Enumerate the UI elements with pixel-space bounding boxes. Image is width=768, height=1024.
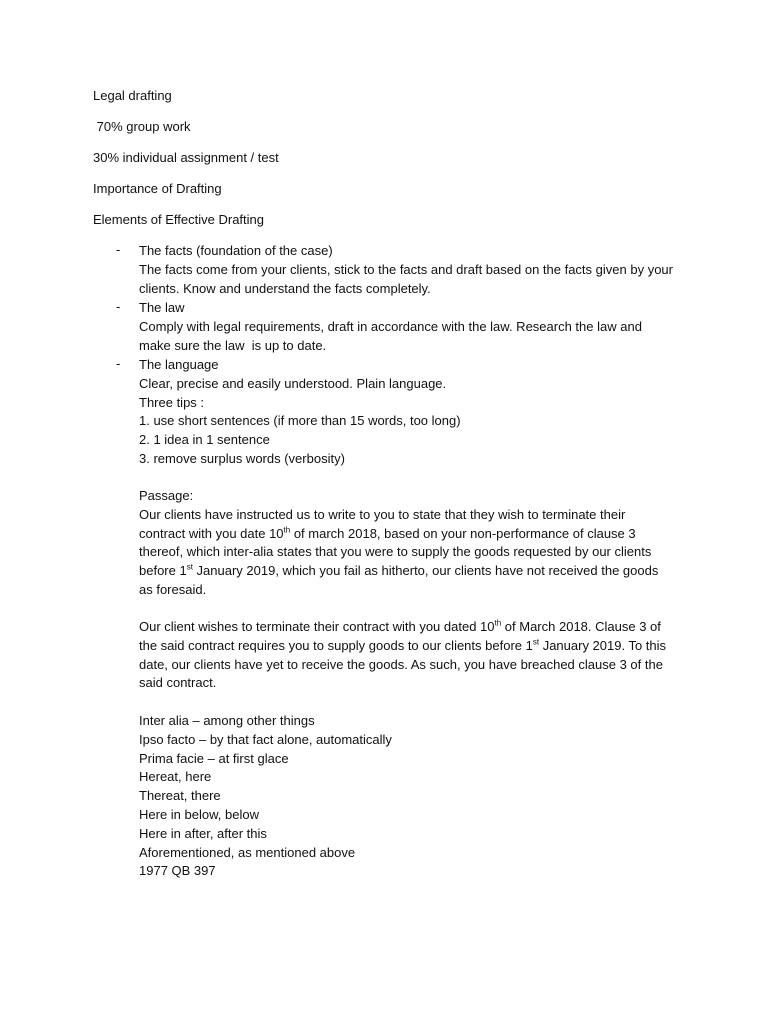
glossary-item: Here in below, below [139,806,259,822]
passage-line: Our client wishes to terminate their contract with you dated 10th of March 2018. Clause 3 of [139,618,661,634]
passage-line: contract with you date 10th of march 2018, based on your non-performance of clause 3 [139,525,636,541]
heading-importance: Importance of Drafting [93,181,222,196]
tip-item: 2. 1 idea in 1 sentence [139,432,270,448]
glossary-item: Inter alia – among other things [139,713,315,728]
element-title: The law [139,300,185,315]
element-law [139,299,699,355]
glossary-item: Ipso facto – by that fact alone, automatically [139,731,392,747]
passage-line: thereof, which inter-alia states that you were to supply the goods requested by our clients [139,544,652,560]
bullet-marker: - [116,299,121,314]
element-line: Three tips : [139,394,205,410]
tip-item: 1. use short sentences (if more than 15 words, too long) [139,413,461,429]
glossary-item: Aforementioned, as mentioned above [139,844,356,860]
element-facts [139,242,699,298]
passage-original [139,487,699,600]
bullet-marker: - [116,356,121,371]
passage-line: Our clients have instructed us to write to you to state that they wish to terminate their [139,506,626,522]
case-citation: 1977 QB 397 [139,863,216,879]
heading-elements: Elements of Effective Drafting [93,212,265,227]
passage-line: date, our clients have yet to receive the goods. As such, you have breached clause 3 of the [139,656,663,672]
element-title: The facts (foundation of the case) [139,243,333,258]
element-line: Comply with legal requirements, draft in accordance with the law. Research the law and [139,318,642,334]
passage-line: said contract. [139,675,217,691]
element-line: clients. Know and understand the facts completely. [139,280,431,296]
passage-label: Passage: [139,488,194,503]
element-language [139,356,699,469]
glossary-item: Thereat, there [139,788,221,804]
glossary-item: Hereat, here [139,769,212,785]
grading-group-work: 70% group work [93,119,191,134]
passage-line: as foresaid. [139,581,207,597]
element-line: The facts come from your clients, stick to the facts and draft based on the facts given by your [139,261,673,277]
passage-rewrite [139,618,699,693]
element-line: make sure the law is up to date. [139,337,327,353]
doc-title: Legal drafting [93,88,172,103]
glossary [139,712,699,881]
tip-item: 3. remove surplus words (verbosity) [139,450,345,466]
bullet-marker: - [116,242,121,257]
passage-line: the said contract requires you to supply goods to our clients before 1st January 2019. To this [139,637,667,653]
passage-line: before 1st January 2019, which you fail as hitherto, our clients have not received the goods [139,562,659,579]
grading-individual: 30% individual assignment / test [93,150,279,165]
element-title: The language [139,357,219,372]
element-line: Clear, precise and easily understood. Plain language. [139,375,447,391]
glossary-item: Prima facie – at first glace [139,750,289,766]
glossary-item: Here in after, after this [139,825,267,841]
